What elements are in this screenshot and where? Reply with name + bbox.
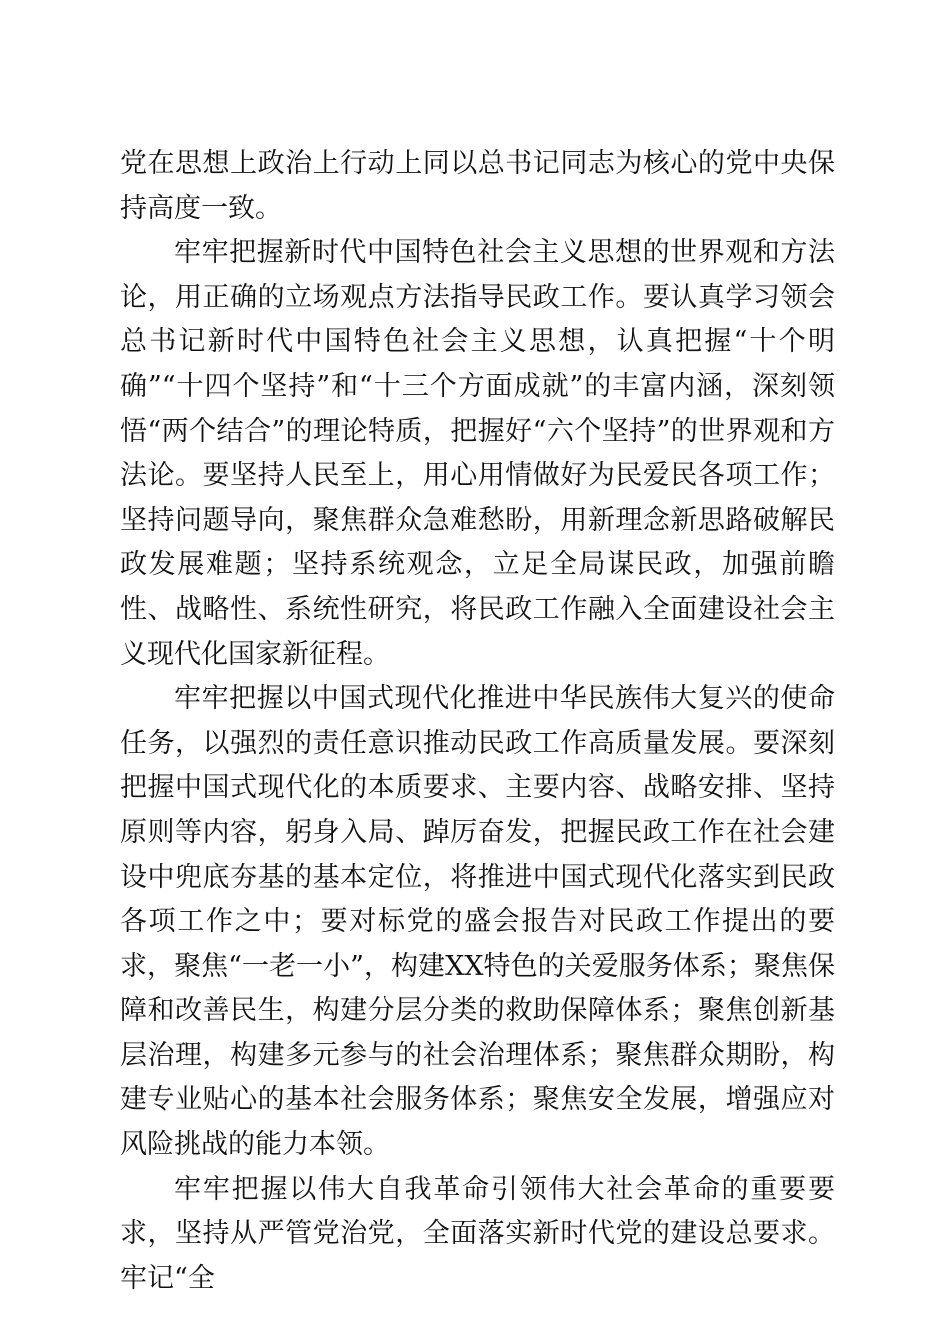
paragraph-continuation: 党在思想上政治上行动上同以总书记同志为核心的党中央保持高度一致。	[120, 148, 835, 224]
document-body	[120, 142, 835, 1301]
paragraph-self-revolution: 牢牢把握以伟大自我革命引领伟大社会革命的重要要求，坚持从严管党治党，全面落实新时代党的建设总要求。牢记“全	[120, 1173, 835, 1294]
paragraph-chinese-modernization: 牢牢把握以中国式现代化推进中华民族伟大复兴的使命任务，以强烈的责任意识推动民政工作高质量发展。要深刻把握中国式现代化的本质要求、主要内容、战略安排、坚持原则等内容，躬身入局、踔厉奋发，把握民政工作在社会建设中兜底夯基的基本定位，将推进中国式现代化落实到民政各项工作之中；要对标党的盛会报告对民政工作提出的要求，聚焦“一老一小”，构建XX特色的关爱服务体系；聚焦保障和改善民生，构建分层分类的救助保障体系；聚焦创新基层治理，构建多元参与的社会治理体系；聚焦群众期盼，构建专业贴心的基本社会服务体系；聚焦安全发展，增强应对风险挑战的能力本领。	[120, 683, 835, 1161]
paragraph-worldview-methodology: 牢牢把握新时代中国特色社会主义思想的世界观和方法论，用正确的立场观点方法指导民政工作。要认真学习领会总书记新时代中国特色社会主义思想，认真把握“十个明确”“十四个坚持”和“十三个方面成就”的丰富内涵，深刻领悟“两个结合”的理论特质，把握好“六个坚持”的世界观和方法论。要坚持人民至上，用心用情做好为民爱民各项工作；坚持问题导向，聚焦群众急难愁盼，用新理念新思路破解民政发展难题；坚持系统观念，立足全局谋民政，加强前瞻性、战略性、系统性研究，将民政工作融入全面建设社会主义现代化国家新征程。	[120, 237, 835, 670]
